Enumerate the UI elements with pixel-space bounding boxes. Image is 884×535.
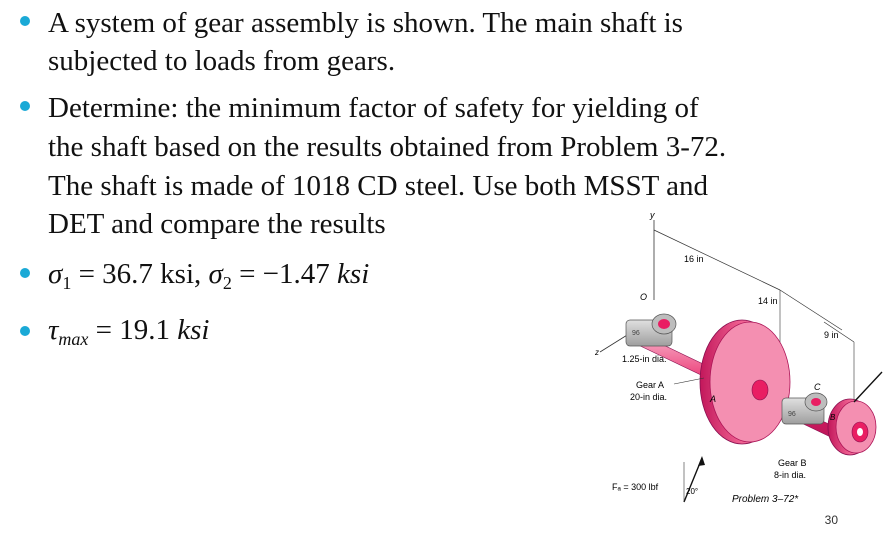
- leader-line: [674, 378, 704, 384]
- dim-14-label: 14 in: [758, 296, 778, 306]
- page-number: 30: [824, 513, 838, 527]
- sigma2-sub: 2: [222, 273, 232, 293]
- sigma2-symbol: σ: [208, 258, 223, 290]
- label-c: C: [814, 382, 821, 392]
- bearing-o: [626, 314, 676, 346]
- sigma2-value: = −1.47: [231, 258, 338, 290]
- label-o: O: [640, 292, 648, 302]
- svg-text:96: 96: [788, 411, 796, 418]
- gear-assembly-figure: [592, 212, 884, 535]
- bullet-1-line-1: A system of gear assembly is shown. The main shaft is: [48, 7, 683, 39]
- bullet-2-line-1: Determine: the minimum factor of safety for yielding of: [48, 92, 699, 124]
- bullet-2-line-2: the shaft based on the results obtained from Problem 3-72.: [48, 131, 727, 163]
- shaft-dia-label: 1.25-in dia.: [622, 354, 667, 364]
- force-b-arrow: [854, 372, 882, 402]
- sigma2-unit: ksi: [337, 258, 370, 290]
- tau-symbol: τ: [48, 314, 59, 346]
- bullet-marker: [20, 326, 30, 336]
- figure-caption: Problem 3–72*: [732, 494, 799, 505]
- gear-a-dia: 20-in dia.: [630, 392, 668, 402]
- principal-stresses: [48, 256, 369, 301]
- tau-value: = 19.1: [88, 314, 178, 346]
- dim-line-16: [654, 230, 780, 290]
- dim-9-label: 9 in: [824, 330, 839, 340]
- gear-a-name: Gear A: [636, 380, 665, 390]
- bullet-marker: [20, 16, 30, 26]
- dim-16-label: 16 in: [684, 254, 704, 264]
- bullet-marker: [20, 268, 30, 278]
- gear-a: [700, 320, 790, 444]
- gear-b-dia: 8-in dia.: [774, 470, 807, 480]
- label-a: A: [710, 394, 717, 404]
- tau-unit: ksi: [177, 314, 210, 346]
- sigma1-value: = 36.7 ksi,: [71, 258, 209, 290]
- label-b: B: [830, 413, 836, 422]
- bullet-1-line-2: subjected to loads from gears.: [48, 45, 396, 77]
- max-shear-stress: [48, 312, 209, 357]
- z-axis-label: z: [595, 348, 599, 357]
- y-axis-label: y: [650, 212, 655, 220]
- sigma1-symbol: σ: [48, 258, 63, 290]
- tau-sub: max: [58, 329, 89, 349]
- svg-text:96: 96: [632, 330, 640, 337]
- force-arrowhead: [698, 456, 705, 466]
- force-label: Fₐ = 300 lbf: [612, 482, 659, 492]
- bearing-c: [782, 393, 827, 424]
- angle-a-label: 20°: [686, 487, 699, 496]
- dim-line-14: [780, 290, 842, 330]
- gear-b: [828, 399, 876, 455]
- bullet-2-line-4: DET and compare the results: [48, 208, 386, 240]
- sigma1-sub: 1: [62, 273, 72, 293]
- gear-b-name: Gear B: [778, 458, 807, 468]
- bullet-marker: [20, 101, 30, 111]
- bullet-2-line-3: The shaft is made of 1018 CD steel. Use both MSST and: [48, 170, 708, 202]
